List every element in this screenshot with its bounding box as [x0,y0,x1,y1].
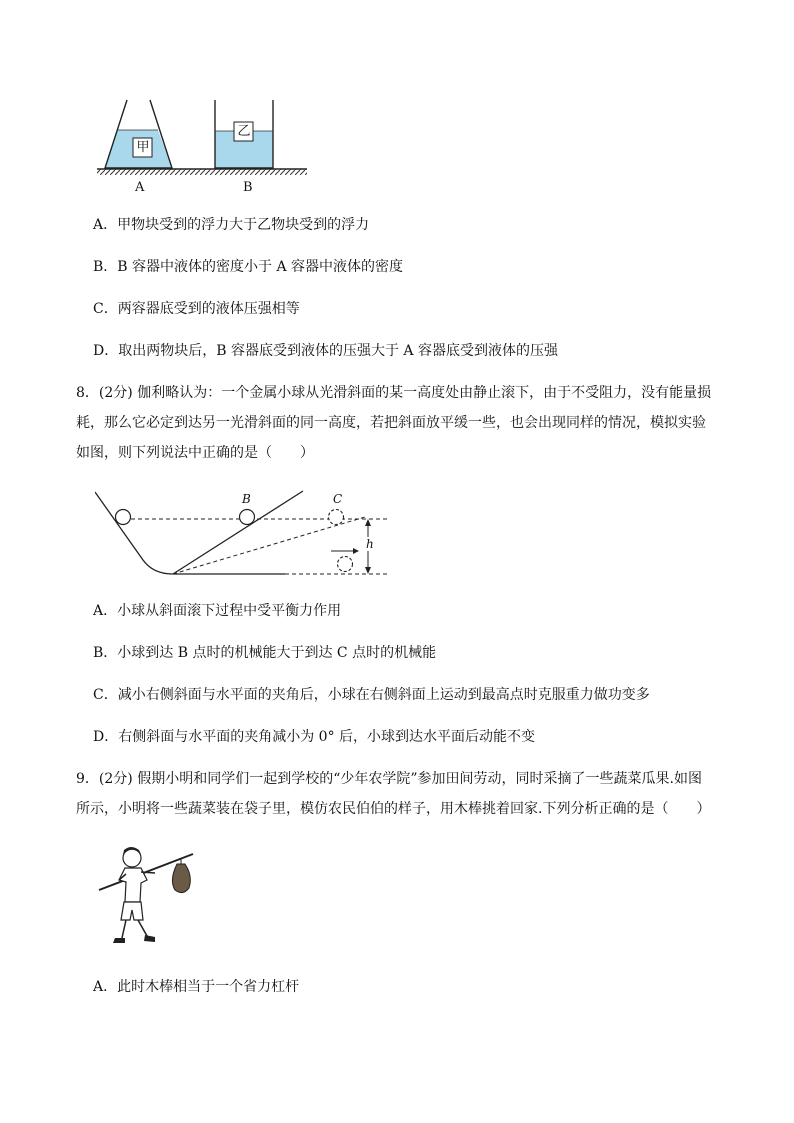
q7-option-b: B．B 容器中液体的密度小于 A 容器中液体的密度 [93,259,404,275]
point-c-label: C [333,492,343,506]
q9-stem-line-2: 所示，小明将一些蔬菜装在袋子里，模仿农民伯伯的样子，用木棒挑着回家.下列分析正确的是（ ） [76,801,711,817]
q8-stem-line-1: 8．(2分) 伽利略认为：一个金属小球从光滑斜面的某一高度处由静止滚下，由于不受阻力，没有能量损 [76,385,712,401]
q9-option-a: A．此时木棒相当于一个省力杠杆 [93,979,300,995]
point-b-label: B [242,492,251,506]
ball-start [116,510,131,525]
q7-option-a: A．甲物块受到的浮力大于乙物块受到的浮力 [93,217,370,233]
q8-option-b: B．小球到达 B 点时的机械能大于到达 C 点时的机械能 [93,645,437,661]
q8-option-c: C．减小右侧斜面与水平面的夹角后，小球在右侧斜面上运动到最高点时克服重力做功变多 [93,687,650,703]
q8-stem-line-3: 如图，则下列说法中正确的是（ ） [76,445,314,461]
container-b-label: B [243,180,253,195]
boy-figure [95,840,210,955]
containers-diagram [95,95,310,200]
steep-slope [173,491,303,574]
gentle-slope [173,517,365,574]
q7-option-c: C．两容器底受到的液体压强相等 [93,301,300,317]
boy-shirt [119,868,147,902]
container-a-label: A [135,180,145,195]
height-label: h [366,537,374,551]
q8-stem-line-2: 耗，那么它必定到达另一光滑斜面的同一高度，若把斜面放平缓一些，也会出现同样的情况，模拟实验 [76,415,706,431]
q7-option-d: D．取出两物块后，B 容器底受到液体的压强大于 A 容器底受到液体的压强 [93,343,558,359]
track [95,492,285,574]
containers-figure [95,95,310,200]
ball-bottom [338,557,353,572]
block-jia-label: 甲 [136,140,150,155]
ball-b [240,510,255,525]
ball-c [329,510,344,525]
boy-carrying-bag-illustration [95,840,210,955]
slope-figure [95,488,395,583]
boy-shorts [121,902,143,920]
vegetable-bag [172,864,190,893]
q9-stem-line-1: 9．(2分) 假期小明和同学们一起到学校的“少年农学院”参加田间劳动，同时采摘了一些蔬菜瓜果.如图 [76,771,702,787]
q8-option-d: D．右侧斜面与水平面的夹角减小为 0° 后，小球到达水平面后动能不变 [93,729,536,745]
block-yi-label: 乙 [237,124,251,139]
q8-option-a: A．小球从斜面滚下过程中受平衡力作用 [93,603,342,619]
